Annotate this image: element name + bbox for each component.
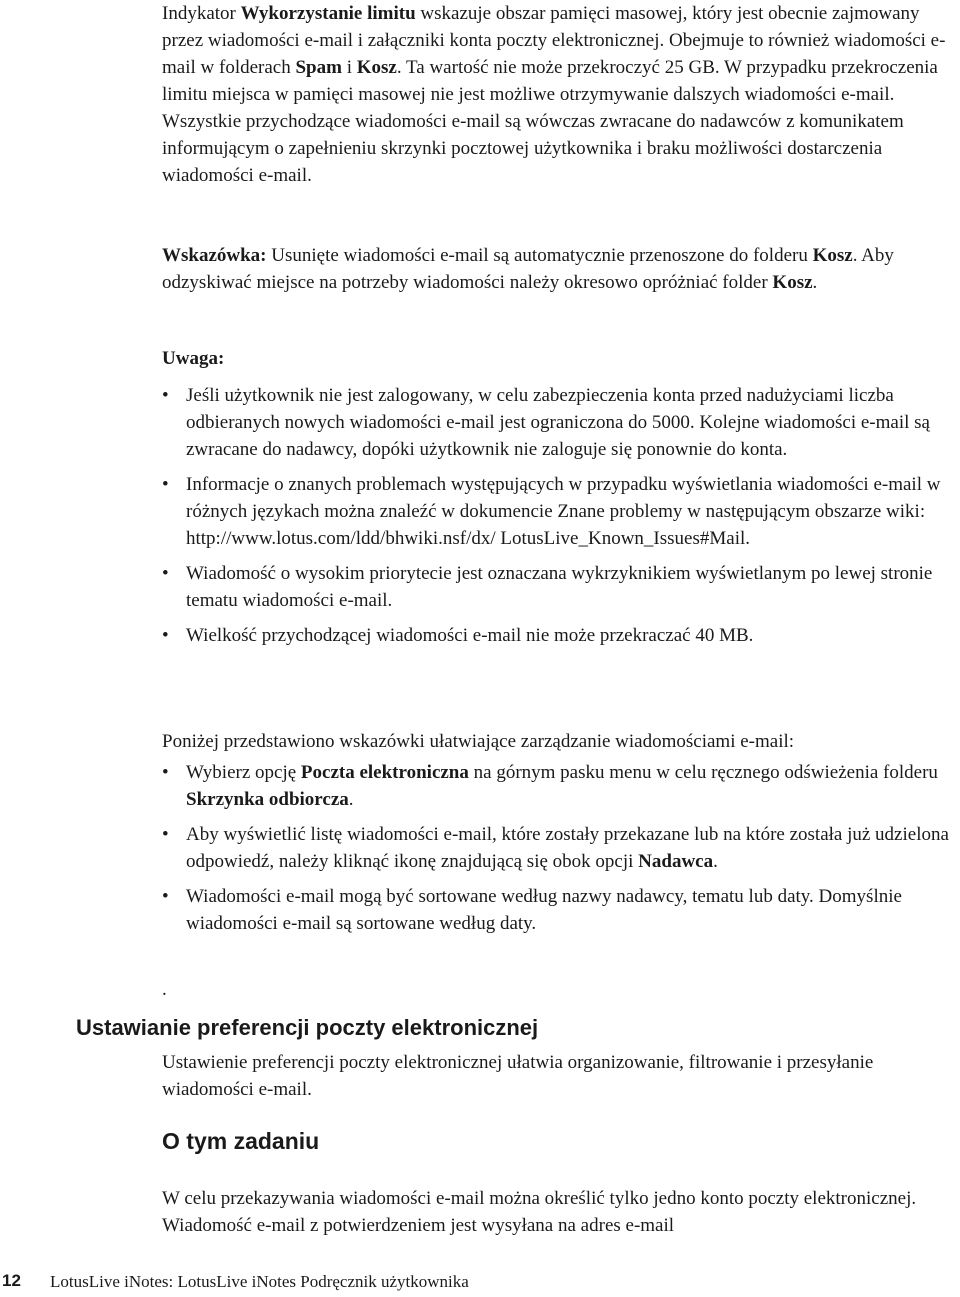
tips-intro: Poniżej przedstawiono wskazówki ułatwiające zarządzanie wiadomościami e-mail: bbox=[162, 731, 795, 752]
list-item: • Informacje o znanych problemach występujących w przypadku wyświetlania wiadomości e-mail w różnych językach można znaleźć w dokumencie Znane problemy w następującym obszarze wiki: http://www.lotus.com/ldd/bhwiki.nsf/dx/ LotusLive_Known_Issues#Mail. bbox=[162, 471, 952, 552]
tip-label: Wskazówka: bbox=[162, 245, 267, 266]
bullet-icon: • bbox=[162, 824, 169, 845]
page-number: 12 bbox=[2, 1271, 21, 1290]
list-item: • Wiadomości e-mail mogą być sortowane według nazwy nadawcy, tematu lub daty. Domyślnie wiadomości e-mail są sortowane według daty. bbox=[162, 883, 952, 937]
tip-paragraph: Wskazówka: Usunięte wiadomości e-mail są automatycznie przenoszone do folderu Kosz. Aby odzyskiwać miejsce na potrzeby wiadomości należy okresowo opróżniać folder Kosz. bbox=[162, 245, 894, 293]
trash-folder-term: Kosz bbox=[772, 272, 813, 293]
subsection-heading: O tym zadaniu bbox=[162, 1128, 320, 1154]
list-item: • Wielkość przychodzącej wiadomości e-mail nie może przekraczać 40 MB. bbox=[162, 622, 952, 649]
bullet-icon: • bbox=[162, 385, 169, 406]
list-item: • Aby wyświetlić listę wiadomości e-mail, które zostały przekazane lub na które została już udzielona odpowiedź, należy kliknąć ikonę znajdującą się obok opcji Nadawca. bbox=[162, 821, 952, 875]
note-list bbox=[162, 382, 952, 657]
note-label: Uwaga: bbox=[162, 348, 225, 369]
bullet-icon: • bbox=[162, 762, 169, 783]
list-item: • Wybierz opcję Poczta elektroniczna na górnym pasku menu w celu ręcznego odświeżenia folderu Skrzynka odbiorcza. bbox=[162, 759, 952, 813]
list-item: • Jeśli użytkownik nie jest zalogowany, w celu zabezpieczenia konta przed nadużyciami liczba odbieranych nowych wiadomości e-mail jest ograniczona do 5000. Kolejne wiadomości e-mail są zwracane do nadawcy, dopóki użytkownik nie zaloguje się ponownie do konta. bbox=[162, 382, 952, 463]
usage-limit-paragraph: Indykator Wykorzystanie limitu wskazuje obszar pamięci masowej, który jest obecnie zajmowany przez wiadomości e-mail i załączniki konta poczty elektronicznej. Obejmuje to również wiadomości e-mail w folderach Spam i Kosz. Ta wartość nie może przekroczyć 25 GB. W przypadku przekroczenia limitu miejsca w pamięci masowej nie jest możliwe otrzymywanie dalszych wiadomości e-mail. Wszystkie przychodzące wiadomości e-mail są wówczas zwracane do nadawców z komunikatem informującym o zapełnieniu skrzynki pocztowej użytkownika i braku możliwości dostarczenia wiadomości e-mail. bbox=[162, 3, 946, 186]
section-intro: Ustawienie preferencji poczty elektronicznej ułatwia organizowanie, filtrowanie i przesyłanie wiadomości e-mail. bbox=[162, 1052, 874, 1100]
inbox-folder-term: Skrzynka odbiorcza bbox=[186, 789, 349, 810]
usage-limit-term: Wykorzystanie limitu bbox=[240, 3, 416, 24]
list-item: • Wiadomość o wysokim priorytecie jest oznaczana wykrzyknikiem wyświetlanym po lewej stronie tematu wiadomości e-mail. bbox=[162, 560, 952, 614]
spam-folder-term: Spam bbox=[295, 57, 342, 78]
bullet-icon: • bbox=[162, 886, 169, 907]
task-paragraph: W celu przekazywania wiadomości e-mail można określić tylko jedno konto poczty elektronicznej. Wiadomość e-mail z potwierdzeniem jest wysyłana na adres e-mail bbox=[162, 1188, 917, 1236]
trash-folder-term: Kosz bbox=[356, 57, 397, 78]
bullet-icon: • bbox=[162, 625, 169, 646]
section-heading: Ustawianie preferencji poczty elektronicznej bbox=[76, 1015, 539, 1040]
bullet-icon: • bbox=[162, 474, 169, 495]
sender-option-term: Nadawca bbox=[638, 851, 714, 872]
trash-folder-term: Kosz bbox=[812, 245, 853, 266]
footer-title: LotusLive iNotes: LotusLive iNotes Podręcznik użytkownika bbox=[50, 1272, 469, 1291]
email-menu-term: Poczta elektroniczna bbox=[300, 762, 469, 783]
tips-list bbox=[162, 759, 952, 945]
bullet-icon: • bbox=[162, 563, 169, 584]
stray-dot: . bbox=[162, 979, 167, 1000]
